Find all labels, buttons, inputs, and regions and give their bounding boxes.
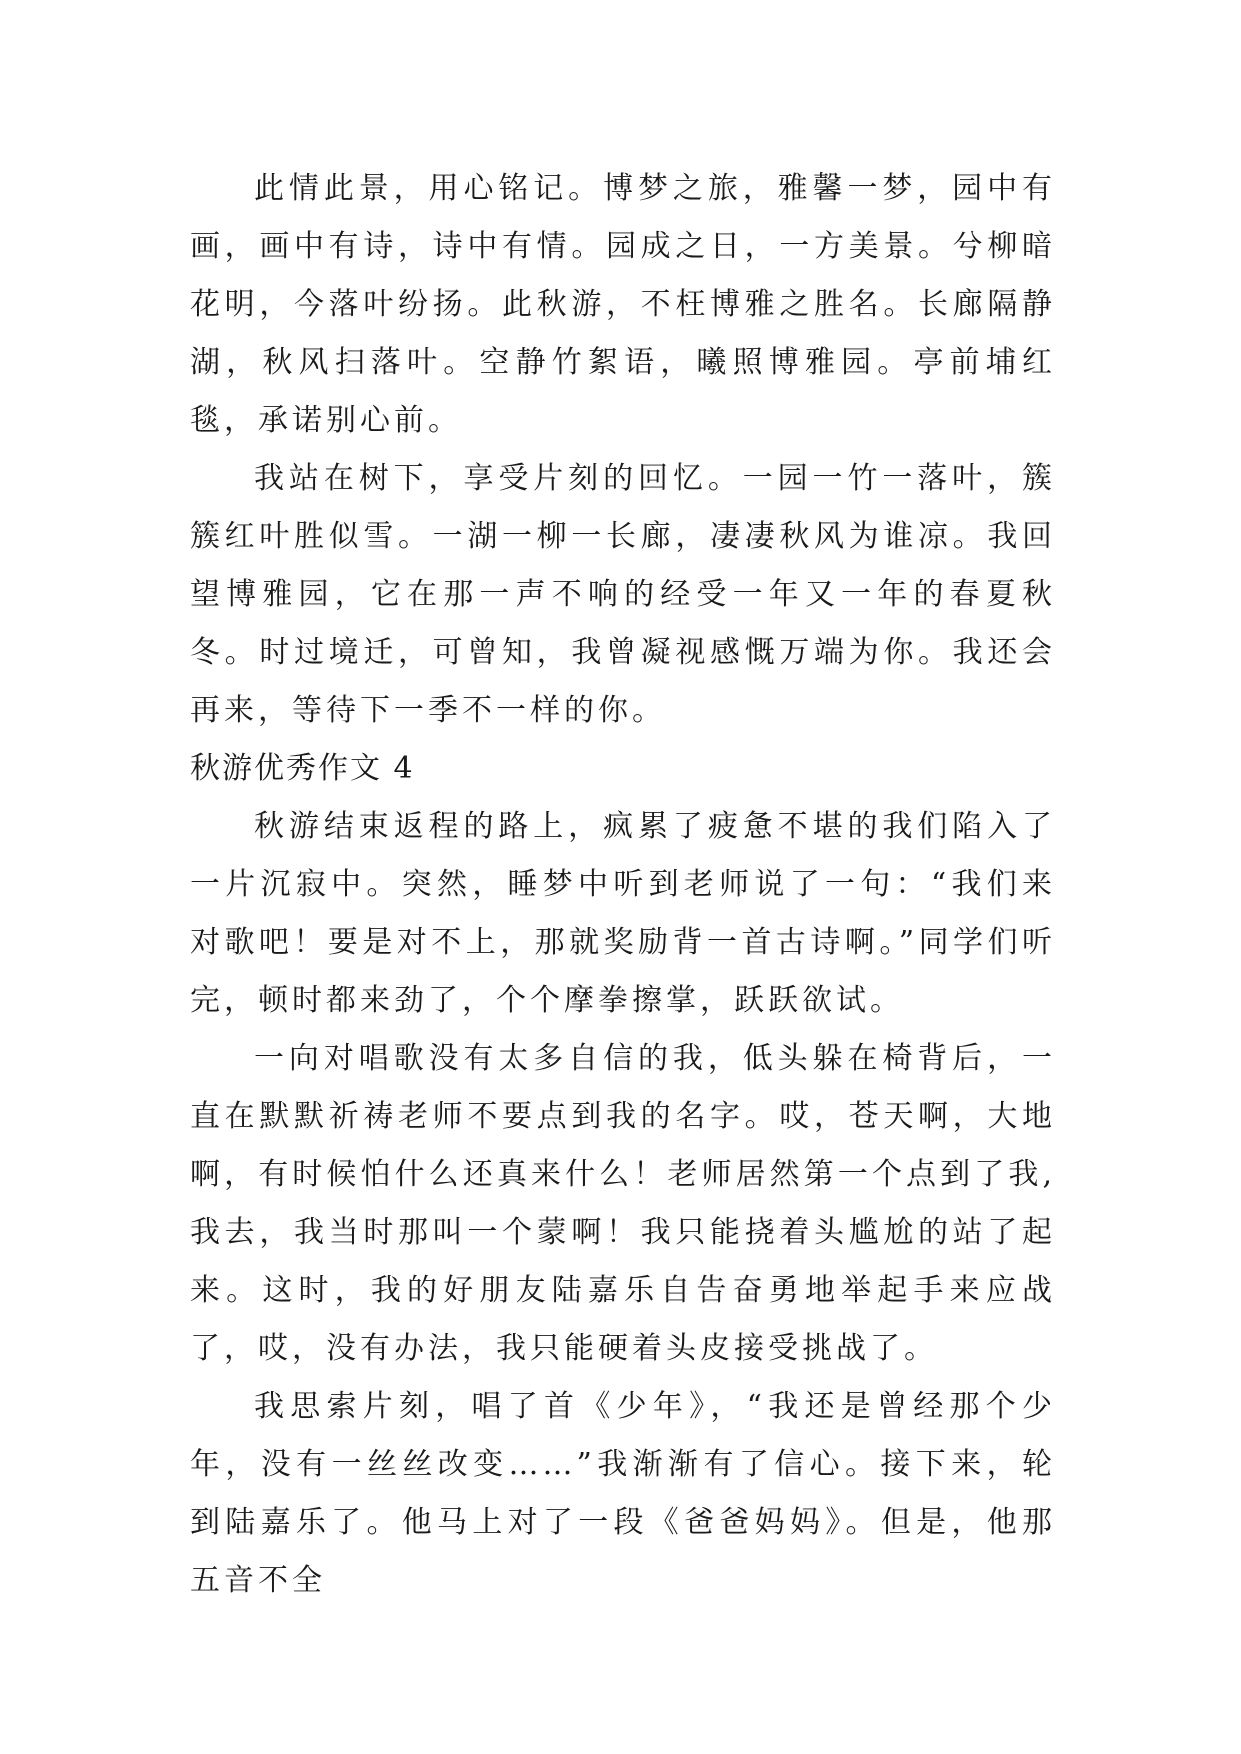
paragraph: 我思索片刻，唱了首《少年》，“我还是曾经那个少年，没有一丝丝改变……”我渐渐有了信心。接下来，轮到陆嘉乐了。他马上对了一段《爸爸妈妈》。但是，他那五音不全: [190, 1389, 1056, 1598]
paragraph: 一向对唱歌没有太多自信的我，低头躲在椅背后，一直在默默祈祷老师不要点到我的名字。哎，苍天啊，大地啊，有时候怕什么还真来什么！老师居然第一个点到了我,我去，我当时那叫一个蒙啊！我只能挠着头尴尬的站了起来。这时，我的好朋友陆嘉乐自告奋勇地举起手来应战了，哎，没有办法，我只能硬着头皮接受挑战了。: [190, 1041, 1056, 1366]
document-body: [190, 160, 1056, 1610]
paragraph: 我站在树下，享受片刻的回忆。一园一竹一落叶，簇簇红叶胜似雪。一湖一柳一长廊，凄凄秋风为谁凉。我回望博雅园，它在那一声不响的经受一年又一年的春夏秋冬。时过境迁，可曾知，我曾凝视感慨万端为你。我还会再来，等待下一季不一样的你。: [190, 461, 1056, 728]
paragraph: 秋游结束返程的路上，疯累了疲惫不堪的我们陷入了一片沉寂中。突然，睡梦中听到老师说了一句：“我们来对歌吧！要是对不上，那就奖励背一首古诗啊。”同学们听完，顿时都来劲了，个个摩拳擦掌，跃跃欲试。: [190, 809, 1056, 1018]
paragraph: 此情此景，用心铭记。博梦之旅，雅馨一梦，园中有画，画中有诗，诗中有情。园成之日，一方美景。兮柳暗花明，今落叶纷扬。此秋游，不枉博雅之胜名。长廊隔静湖，秋风扫落叶。空静竹絮语，曦照博雅园。亭前埔红毯，承诺别心前。: [190, 171, 1056, 438]
section-title: 秋游优秀作文 4: [190, 751, 415, 786]
